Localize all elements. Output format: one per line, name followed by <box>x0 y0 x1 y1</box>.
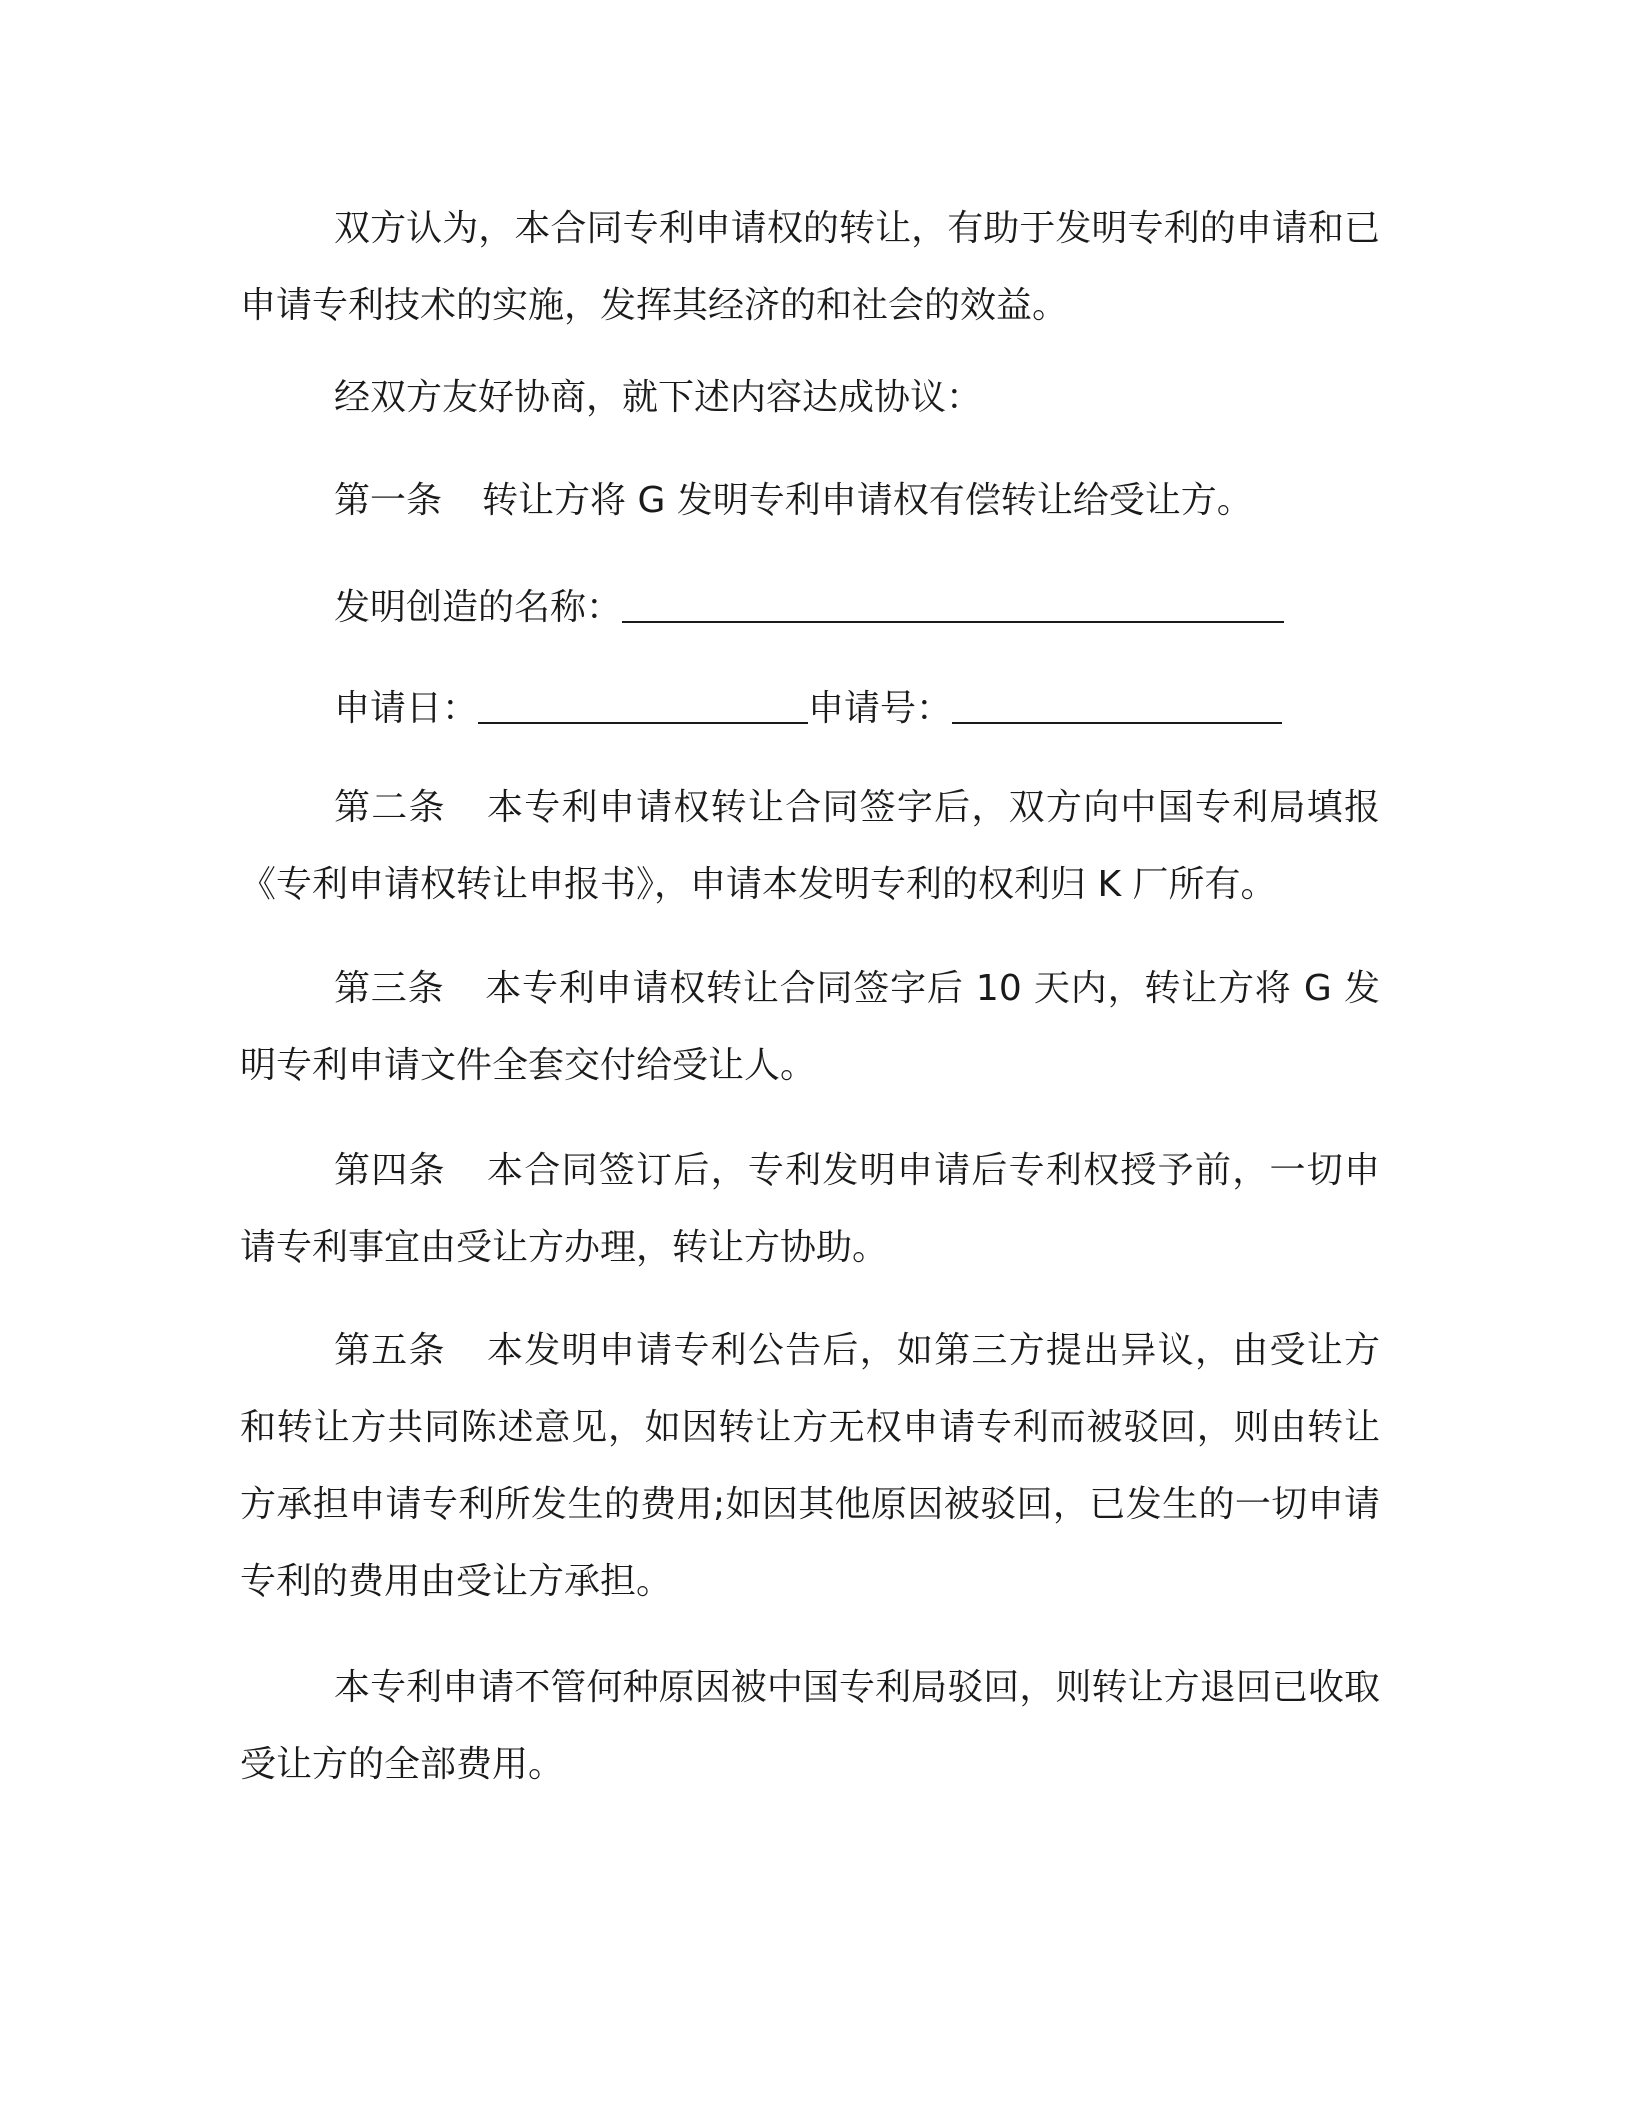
apply-no-label: 申请号： <box>808 688 953 729</box>
article-4-label: 第四条 <box>334 1150 446 1191</box>
article-3 <box>240 950 1380 1104</box>
article-2-label: 第二条 <box>334 787 446 828</box>
application-row <box>334 684 1282 734</box>
article-2-text: 本专利申请权转让合同签字后，双方向中国专利局填报《专利申请权转让申报书》，申请本发明专利的权利归 K 厂所有。 <box>240 787 1380 905</box>
article-5-label: 第五条 <box>334 1330 446 1371</box>
article-4 <box>240 1132 1380 1286</box>
article-1-label: 第一条 <box>334 480 443 521</box>
article-1 <box>334 476 1253 526</box>
apply-no-blank[interactable] <box>952 692 1282 724</box>
article-3-label: 第三条 <box>334 968 445 1009</box>
article-2 <box>240 769 1380 923</box>
paragraph-refund: 本专利申请不管何种原因被中国专利局驳回，则转让方退回已收取受让方的全部费用。 <box>240 1667 1380 1785</box>
article-5-text: 本发明申请专利公告后，如第三方提出异议，由受让方和转让方共同陈述意见，如因转让方无权申请专利而被驳回，则由转让方承担申请专利所发生的费用;如因其他原因被驳回，已发生的一切申请专利的费用由受让方承担。 <box>240 1330 1380 1602</box>
paragraph-agreement: 经双方友好协商，就下述内容达成协议： <box>334 377 983 418</box>
apply-date-blank[interactable] <box>478 692 808 724</box>
invention-name-label: 发明创造的名称： <box>334 587 623 628</box>
paragraph-intro: 双方认为，本合同专利申请权的转让，有助于发明专利的申请和已申请专利技术的实施，发挥其经济的和社会的效益。 <box>240 208 1380 326</box>
article-1-text: 转让方将 G 发明专利申请权有偿转让给受让方。 <box>482 480 1253 521</box>
invention-name-blank[interactable] <box>622 591 1284 623</box>
apply-date-label: 申请日： <box>334 688 479 729</box>
article-3-text: 本专利申请权转让合同签字后 10 天内，转让方将 G 发明专利申请文件全套交付给受让人。 <box>240 968 1380 1086</box>
article-5 <box>240 1312 1380 1620</box>
invention-name-row <box>334 583 1284 633</box>
article-4-text: 本合同签订后，专利发明申请后专利权授予前，一切申请专利事宜由受让方办理，转让方协助。 <box>240 1150 1380 1268</box>
